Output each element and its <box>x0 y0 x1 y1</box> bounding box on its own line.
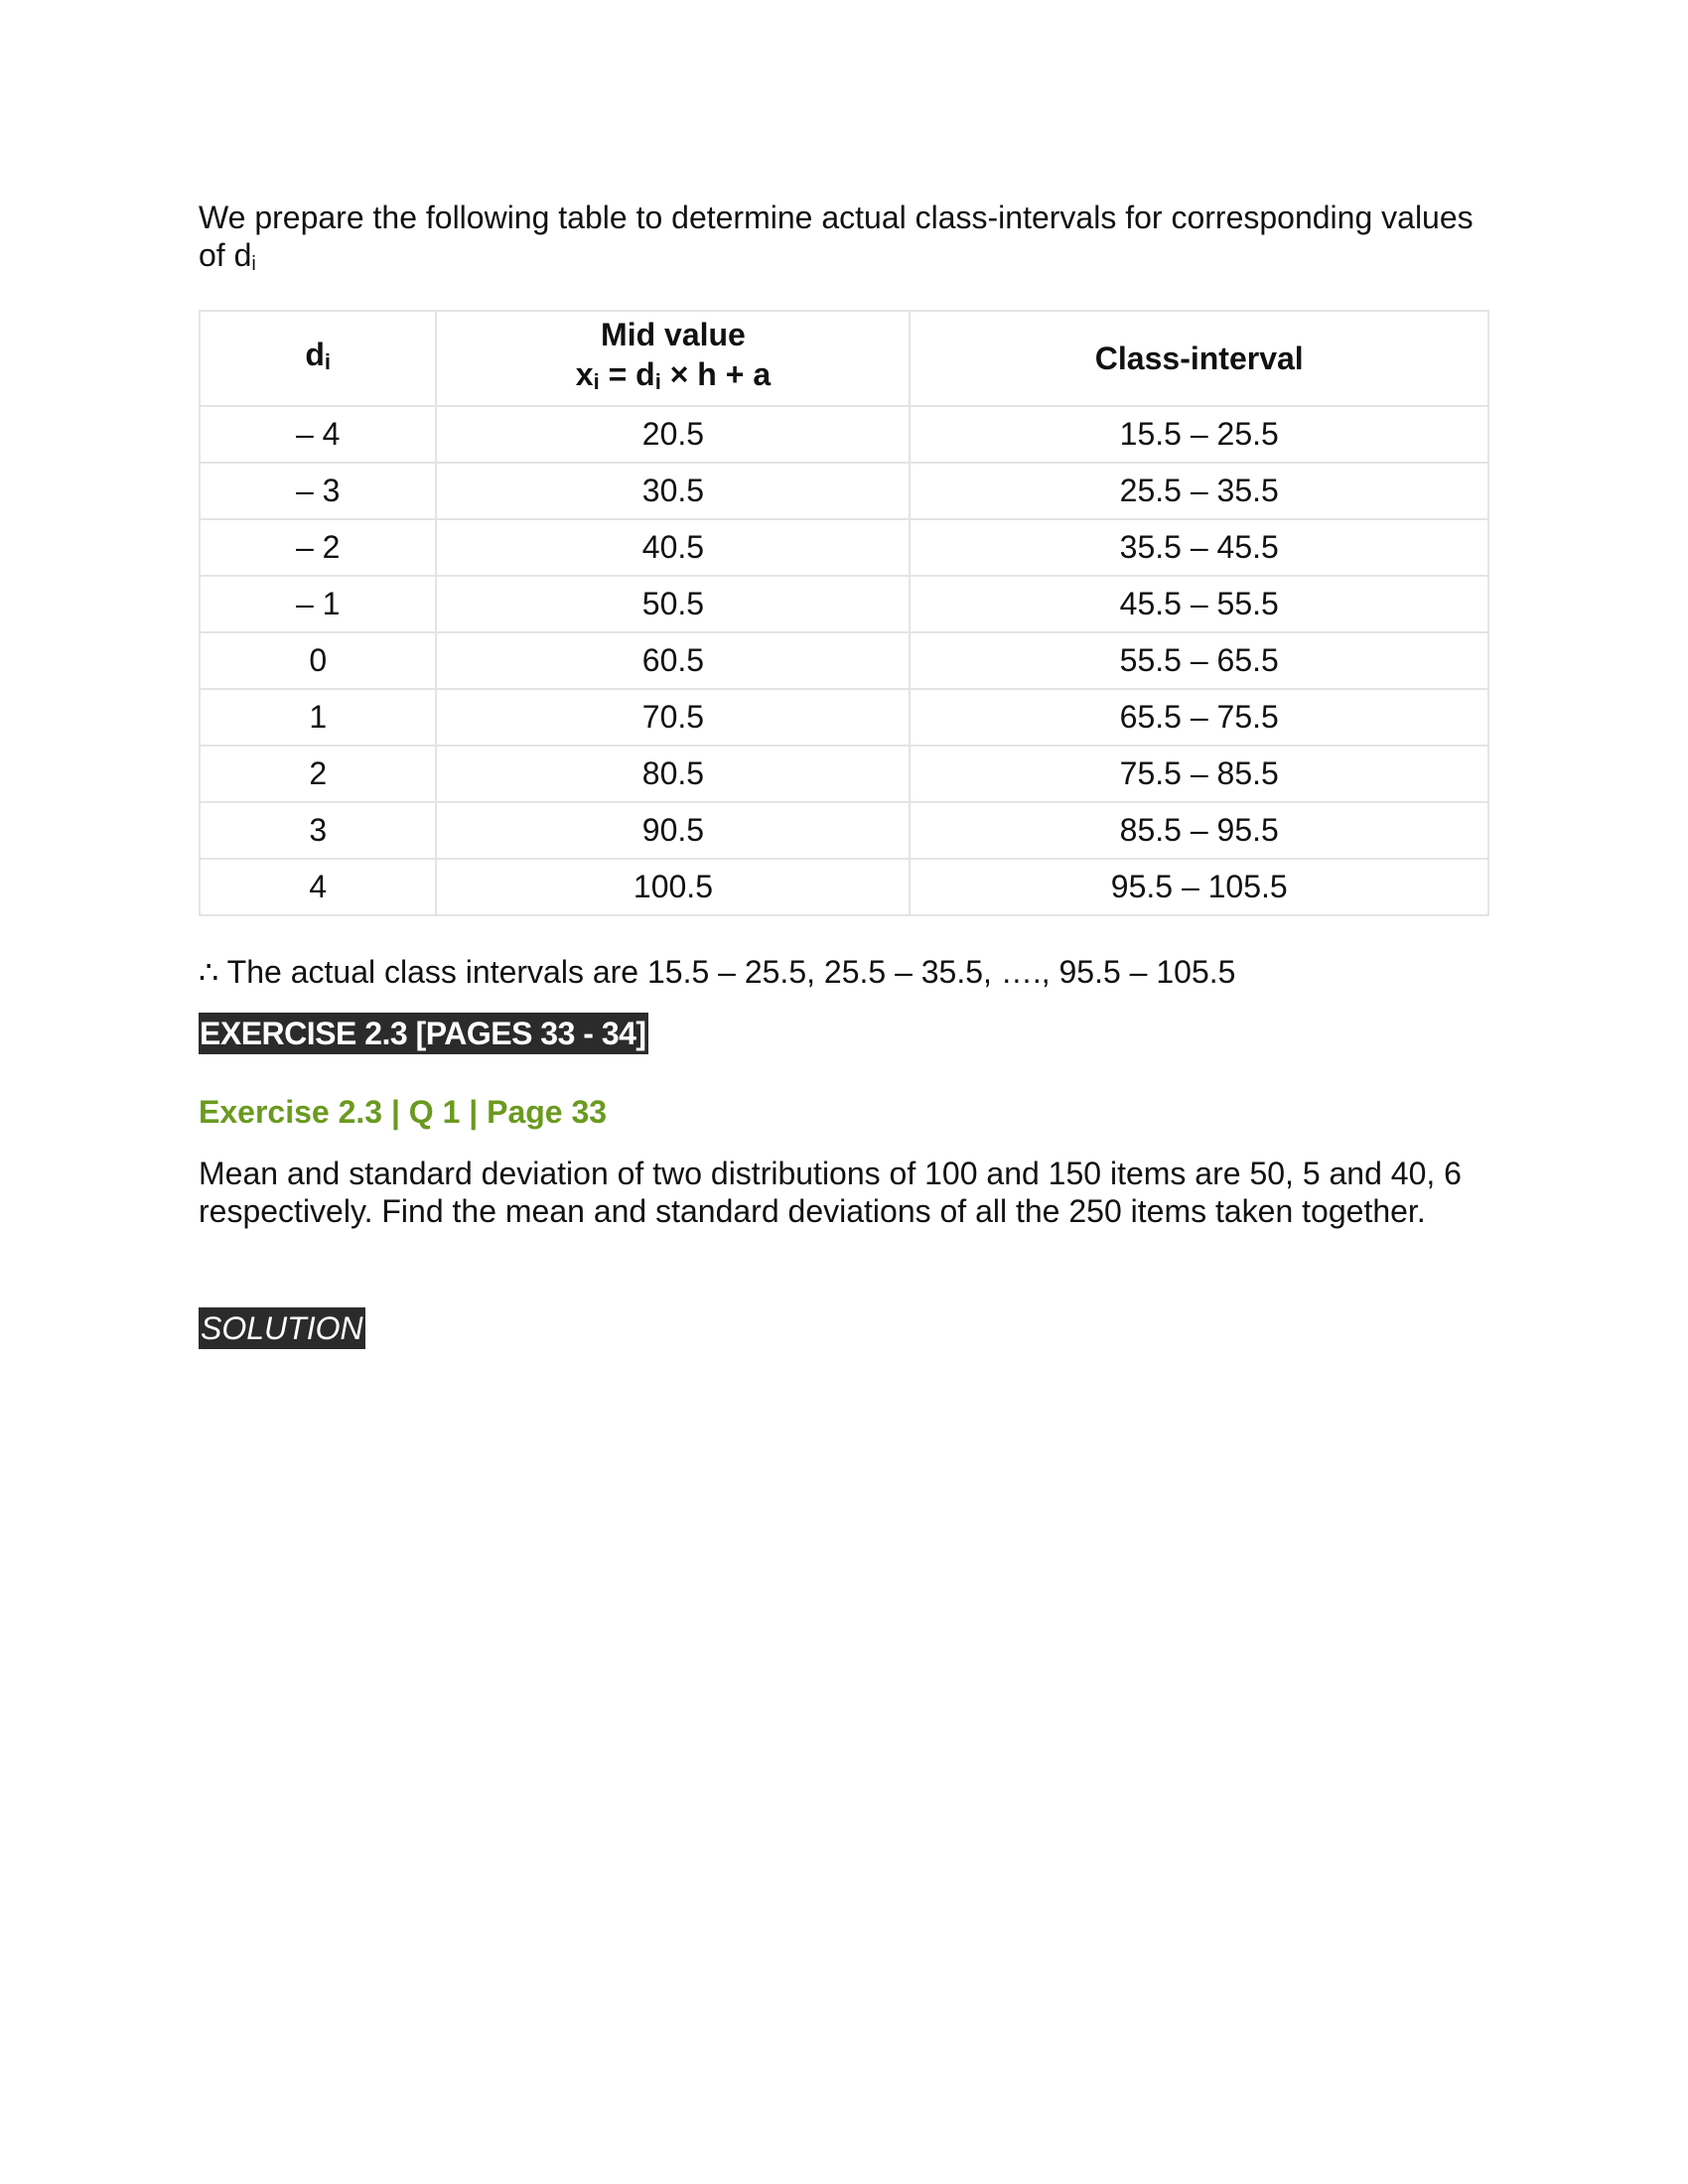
table-body <box>200 406 1488 915</box>
table-row <box>200 519 1488 576</box>
table-row <box>200 689 1488 746</box>
cell-d: 0 <box>200 632 436 689</box>
formula-x: x <box>575 356 594 392</box>
header-mid-formula <box>437 354 909 402</box>
table-row <box>200 406 1488 463</box>
cell-d: – 4 <box>200 406 436 463</box>
intro-paragraph <box>199 199 1489 283</box>
exercise-banner: EXERCISE 2.3 [PAGES 33 - 34] <box>199 1013 648 1054</box>
formula-x-subscript: i <box>593 369 600 394</box>
header-d-subscript: i <box>324 349 332 374</box>
intro-subscript: i <box>251 253 256 275</box>
header-d-text: d <box>305 337 325 372</box>
cell-mid: 90.5 <box>436 802 910 859</box>
table-row <box>200 746 1488 802</box>
cell-d: – 1 <box>200 576 436 632</box>
table-header-row <box>200 311 1488 406</box>
cell-mid: 60.5 <box>436 632 910 689</box>
formula-d-subscript: i <box>654 369 661 394</box>
solution-button[interactable]: SOLUTION <box>199 1307 365 1349</box>
table-row <box>200 632 1488 689</box>
cell-mid: 20.5 <box>436 406 910 463</box>
cell-mid: 80.5 <box>436 746 910 802</box>
question-text: Mean and standard deviation of two distributions of 100 and 150 items are 50, 5 and 40, 6 respectively. Find the mean and standard deviations of all the 250 items taken together. <box>199 1156 1462 1229</box>
table-row <box>200 463 1488 519</box>
header-mid-line1: Mid value <box>601 317 746 352</box>
header-d <box>200 311 436 406</box>
question-title: Exercise 2.3 | Q 1 | Page 33 <box>199 1094 608 1130</box>
cell-mid: 50.5 <box>436 576 910 632</box>
table-row <box>200 859 1488 915</box>
cell-class-interval: 75.5 – 85.5 <box>910 746 1488 802</box>
cell-class-interval: 15.5 – 25.5 <box>910 406 1488 463</box>
cell-class-interval: 65.5 – 75.5 <box>910 689 1488 746</box>
cell-mid: 40.5 <box>436 519 910 576</box>
table-row <box>200 802 1488 859</box>
cell-mid: 30.5 <box>436 463 910 519</box>
header-mid-value <box>436 311 910 406</box>
cell-mid: 70.5 <box>436 689 910 746</box>
cell-d: 4 <box>200 859 436 915</box>
cell-d: – 2 <box>200 519 436 576</box>
cell-class-interval: 55.5 – 65.5 <box>910 632 1488 689</box>
cell-mid: 100.5 <box>436 859 910 915</box>
cell-d: 2 <box>200 746 436 802</box>
formula-rest: × h + a <box>660 356 772 392</box>
cell-d: 1 <box>200 689 436 746</box>
cell-class-interval: 45.5 – 55.5 <box>910 576 1488 632</box>
cell-class-interval: 85.5 – 95.5 <box>910 802 1488 859</box>
table-row <box>200 576 1488 632</box>
class-interval-table <box>199 310 1489 916</box>
cell-class-interval: 35.5 – 45.5 <box>910 519 1488 576</box>
conclusion-line: ∴ The actual class intervals are 15.5 – 25.5, 25.5 – 35.5, …., 95.5 – 105.5 <box>199 954 1236 990</box>
cell-d: 3 <box>200 802 436 859</box>
header-class-interval: Class-interval <box>910 311 1488 406</box>
cell-class-interval: 95.5 – 105.5 <box>910 859 1488 915</box>
cell-class-interval: 25.5 – 35.5 <box>910 463 1488 519</box>
intro-text: We prepare the following table to determine actual class-intervals for corresponding values of d <box>199 200 1474 273</box>
formula-eq: = d <box>599 356 655 392</box>
cell-d: – 3 <box>200 463 436 519</box>
document-page <box>199 199 1489 1346</box>
